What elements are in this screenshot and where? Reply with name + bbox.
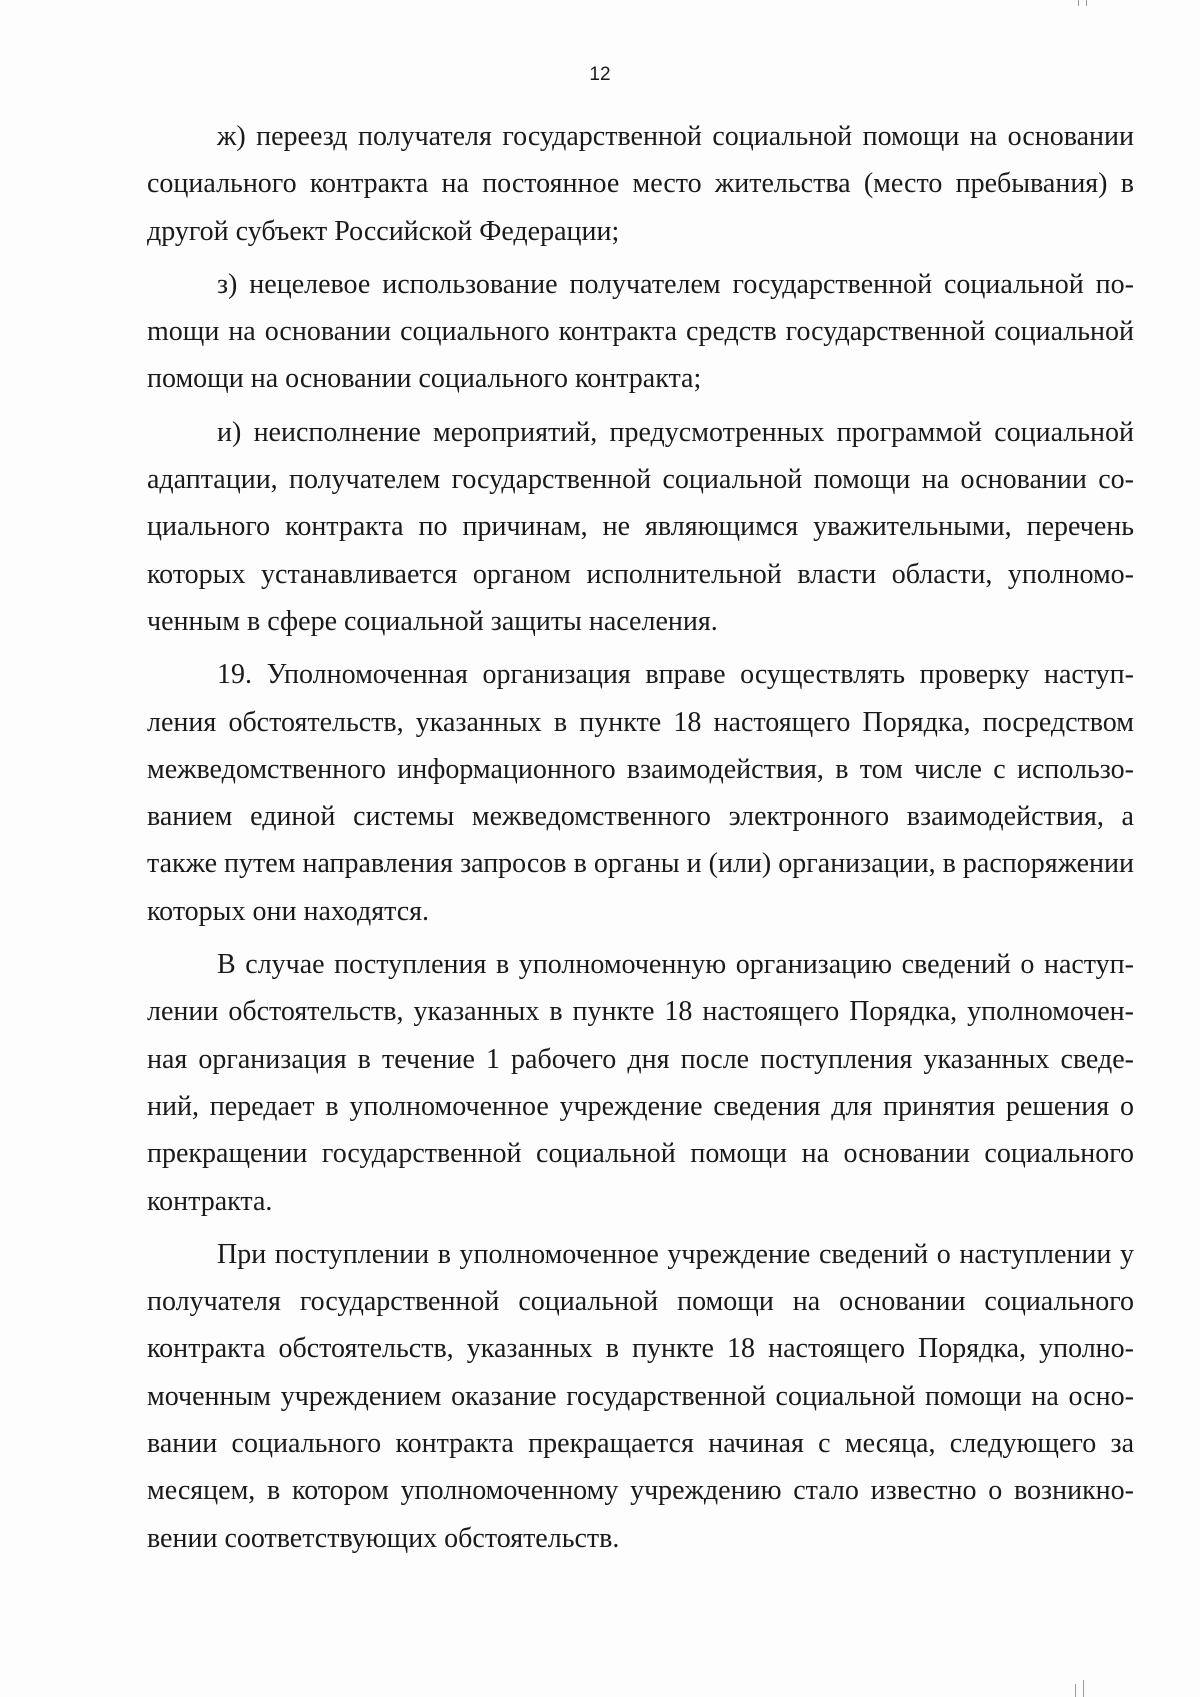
page-number: 12 xyxy=(589,64,611,85)
scan-artifact-bottom xyxy=(1075,1684,1076,1697)
paragraph-item-i: и) неисполнение мероприятий, предусмотренных программой социальной адаптации, получателем государственной социальной помощи на основании социального контракта по причинам, не являющимся уважительными, перечень которых устанавливается органом исполнительной власти области, уполномоченным в сфере социальной защиты населения. xyxy=(147,416,1134,637)
scan-artifact-bottom xyxy=(1083,1680,1084,1697)
paragraph-clause-19: 19. Уполномоченная организация вправе осуществлять проверку наступления обстоятельств, указанных в пункте 18 настоящего Порядка, посредством межведомственного информационного взаимодействия, в том числе с использованием единой системы межведомственного электронного взаимодействия, а также путем направления запросов в органы и (или) организации, в распоряжении которых они находятся. xyxy=(147,659,1134,927)
paragraph-item-zh: ж) переезд получателя государственной социальной помощи на основании социального контракта на постоянное место жительства (место пребывания) в другой субъект Российской Федерации; xyxy=(147,121,1134,247)
scan-artifact-top xyxy=(1078,0,1079,6)
paragraph-termination: При поступлении в уполномоченное учреждение сведений о наступлении у получателя государственной социальной помощи на основании социального контракта обстоятельств, указанных в пункте 18 настоящего Порядка, уполномоченным учреждением оказание государственной социальной помощи на основании социального контракта прекращается начиная с месяца, следующего за месяцем, в котором уполномоченному учреждению стало известно о возникновении соответствующих обстоятельств. xyxy=(147,1238,1134,1554)
scan-artifact-top xyxy=(1086,0,1087,6)
paragraph-notification: В случае поступления в уполномоченную организацию сведений о наступлении обстоятельств, указанных в пункте 18 настоящего Порядка, уполномоченная организация в течение 1 рабочего дня после поступления указанных сведений, передает в уполномоченное учреждение сведения для принятия решения о прекращении государственной социальной помощи на основании социального контракта. xyxy=(147,949,1134,1217)
document-body xyxy=(147,113,1134,1562)
paragraph-item-z: з) нецелевое использование получателем государственной социальной поmощи на основании социального контракта средств государственной социальной помощи на основании социального контракта; xyxy=(147,268,1134,395)
